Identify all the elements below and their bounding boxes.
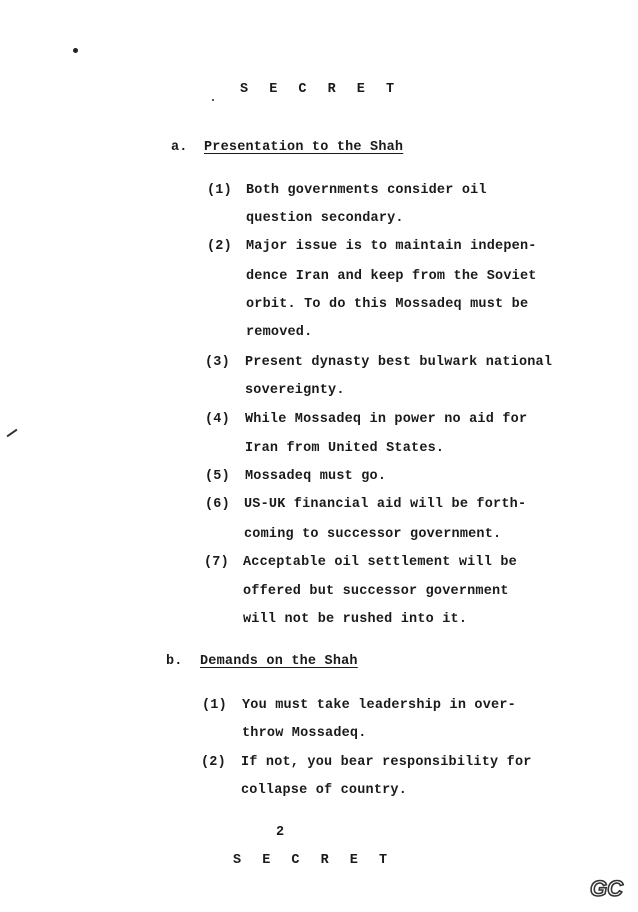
item-number: (1) [202, 698, 227, 713]
item-line: collapse of country. [241, 783, 408, 798]
item-line: question secondary. [246, 211, 404, 226]
section-b-heading: Demands on the Shah [200, 654, 358, 669]
classification-top: S E C R E T [240, 82, 401, 97]
gc-logo-text: GC [590, 876, 623, 901]
classification-bottom: S E C R E T [233, 853, 394, 868]
item-number: (2) [207, 239, 232, 254]
item-number: (1) [207, 183, 232, 198]
item-line: coming to successor government. [244, 527, 502, 542]
section-b-letter: b. [166, 654, 183, 669]
item-line: Iran from United States. [245, 441, 445, 456]
gc-watermark-logo [588, 875, 626, 901]
item-number: (6) [205, 497, 230, 512]
item-line: Present dynasty best bulwark national [245, 355, 553, 370]
item-line: dence Iran and keep from the Soviet [246, 269, 537, 284]
item-number: (7) [204, 555, 229, 570]
item-number: (3) [205, 355, 230, 370]
item-number: (2) [201, 755, 226, 770]
item-line: Major issue is to maintain indepen- [246, 239, 537, 254]
item-line: Acceptable oil settlement will be [243, 555, 517, 570]
item-line: removed. [246, 325, 313, 340]
margin-mark [7, 429, 18, 438]
ink-speck [212, 99, 214, 101]
section-a-letter: a. [171, 140, 188, 155]
page-number: 2 [276, 825, 285, 840]
section-a-heading: Presentation to the Shah [204, 140, 404, 155]
item-line: If not, you bear responsibility for [241, 755, 532, 770]
item-line: Mossadeq must go. [245, 469, 387, 484]
ink-speck [73, 48, 78, 53]
item-line: Both governments consider oil [246, 183, 487, 198]
item-line: US-UK financial aid will be forth- [244, 497, 527, 512]
item-line: While Mossadeq in power no aid for [245, 412, 528, 427]
item-line: orbit. To do this Mossadeq must be [246, 297, 529, 312]
item-line: You must take leadership in over- [242, 698, 516, 713]
item-line: sovereignty. [245, 383, 345, 398]
item-line: throw Mossadeq. [242, 726, 367, 741]
item-line: offered but successor government [243, 584, 509, 599]
item-line: will not be rushed into it. [243, 612, 468, 627]
item-number: (5) [205, 469, 230, 484]
item-number: (4) [205, 412, 230, 427]
